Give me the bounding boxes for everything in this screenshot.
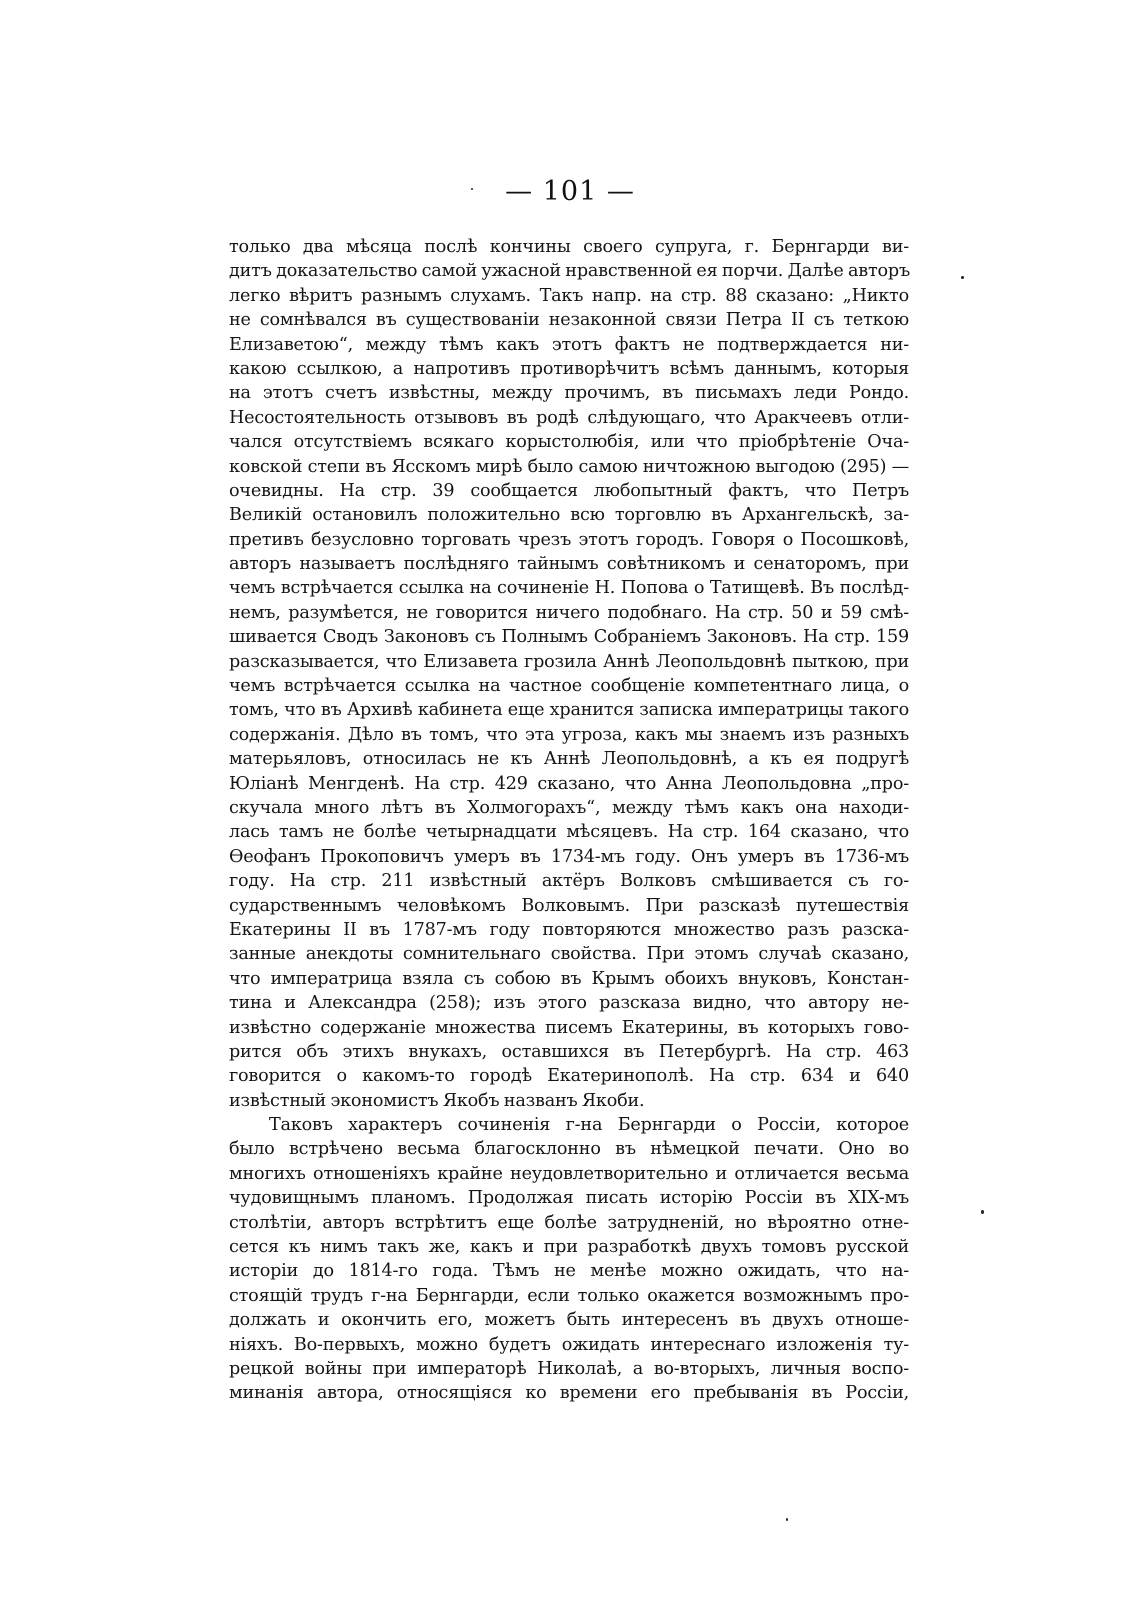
text-line: дитъ доказательство самой ужасной нравственной ея порчи. Далѣе авторъ (229, 261, 910, 282)
paragraph-end-line: извѣстный экономистъ Якобъ названъ Якоби. (229, 1090, 645, 1111)
text-line: что императрица взяла съ собою въ Крымъ обоихъ внуковъ, Констан- (229, 968, 909, 989)
text-line: Елизаветою“, между тѣмъ какъ этотъ фактъ не подтверждается ни- (229, 334, 909, 355)
text-line: занные анекдоты сомнительнаго свойства. При этомъ случаѣ сказано, (229, 944, 909, 965)
text-line: году. На стр. 211 извѣстный актёръ Волковъ смѣшивается съ го- (229, 871, 909, 892)
text-line: исторіи до 1814-го года. Тѣмъ не менѣе можно ожидать, что на- (229, 1261, 909, 1282)
text-line: Екатерины II въ 1787-мъ году повторяются множество разъ разска- (229, 919, 909, 940)
body-text (229, 235, 909, 1406)
text-line: ніяхъ. Во-первыхъ, можно будетъ ожидать интереснаго изложенія ту- (229, 1334, 909, 1355)
text-line: Ѳеофанъ Прокоповичъ умеръ въ 1734-мъ году. Онъ умеръ въ 1736-мъ (229, 846, 909, 867)
text-line: только два мѣсяца послѣ кончины своего супруга, г. Бернгарди ви- (229, 237, 909, 257)
text-line: минанія автора, относящіяся ко времени его пребыванія въ Россіи, (229, 1383, 909, 1404)
text-line: матерьяловъ, относилась не къ Аннѣ Леопольдовнѣ, а къ ея подругѣ (229, 749, 909, 770)
text-line: чудовищнымъ планомъ. Продолжая писать исторію Россіи въ XIX-мъ (229, 1188, 909, 1209)
text-line: было встрѣчено весьма благосклонно въ нѣмецкой печати. Оно во (229, 1139, 909, 1160)
text-line: должать и окончить его, можетъ быть интересенъ въ двухъ отноше- (229, 1310, 909, 1331)
text-line: лась тамъ не болѣе четырнадцати мѣсяцевъ. На стр. 164 сказано, что (229, 822, 909, 843)
text-line: извѣстно содержаніе множества писемъ Екатерины, въ которыхъ гово- (229, 1017, 909, 1038)
text-line: немъ, разумѣется, не говорится ничего подобнаго. На стр. 50 и 59 смѣ- (229, 602, 909, 623)
scan-speck (786, 1518, 788, 1521)
text-line: легко вѣритъ разнымъ слухамъ. Такъ напр. на стр. 88 сказано: „Никто (229, 285, 909, 306)
text-line: Великій остановилъ положительно всю торговлю въ Архангельскѣ, за- (229, 505, 909, 526)
text-line: Юліанѣ Менгденѣ. На стр. 429 сказано, что Анна Леопольдовна „про- (229, 773, 909, 794)
text-line: скучала много лѣтъ въ Холмогорахъ“, между тѣмъ какъ она находи- (229, 797, 909, 818)
text-line: многихъ отношеніяхъ крайне неудовлетворительно и отличается весьма (229, 1163, 909, 1184)
text-line: говорится о какомъ-то городѣ Екатеринополѣ. На стр. 634 и 640 (229, 1066, 909, 1087)
text-line: разсказывается, что Елизавета грозила Аннѣ Леопольдовнѣ пыткою, при (229, 651, 909, 672)
text-line: на этотъ счетъ извѣстны, между прочимъ, въ письмахъ леди Рондо. (229, 383, 909, 404)
scan-speck (981, 1210, 984, 1214)
text-line: чемъ встрѣчается ссылка на частное сообщеніе компетентнаго лица, о (229, 676, 909, 697)
text-line: чемъ встрѣчается ссылка на сочиненіе Н. Попова о Татищевѣ. Въ послѣд- (229, 578, 909, 599)
text-line: рецкой войны при императорѣ Николаѣ, а во-вторыхъ, личныя воспо- (229, 1358, 909, 1379)
text-line: авторъ называетъ послѣдняго тайнымъ совѣтникомъ и сенаторомъ, при (229, 554, 909, 575)
text-line: томъ, что въ Архивѣ кабинета еще хранится записка императрицы такого (229, 700, 909, 721)
scan-speck (471, 188, 473, 190)
text-line: тина и Александра (258); изъ этого разсказа видно, что автору не- (229, 993, 909, 1014)
text-line: столѣтіи, авторъ встрѣтитъ еще болѣе затрудненій, но вѣроятно отне- (229, 1212, 909, 1233)
paragraph-start-line: Таковъ характеръ сочиненія г-на Бернгарди о Россіи, которое (269, 1115, 909, 1136)
text-line: ковской степи въ Ясскомъ мирѣ было самою ничтожною выгодою (295) — (229, 456, 909, 477)
text-line: содержанія. Дѣло въ томъ, что эта угроза, какъ мы знаемъ изъ разныхъ (229, 724, 909, 745)
text-line: очевидны. На стр. 39 сообщается любопытный фактъ, что Петръ (229, 480, 909, 501)
text-line: стоящій трудъ г-на Бернгарди, если только окажется возможнымъ про- (229, 1285, 909, 1306)
text-line: чался отсутствіемъ всякаго корыстолюбія, или что пріобрѣтеніе Оча- (229, 432, 909, 453)
text-line: шивается Сводъ Законовъ съ Полнымъ Собраніемъ Законовъ. На стр. 159 (229, 627, 909, 648)
text-line: сется къ нимъ такъ же, какъ и при разработкѣ двухъ томовъ русской (229, 1237, 909, 1258)
text-line: рится объ этихъ внукахъ, оставшихся въ Петербургѣ. На стр. 463 (229, 1041, 909, 1062)
text-line: не сомнѣвался въ существованіи незаконной связи Петра II съ теткою (229, 310, 909, 331)
text-line: Несостоятельность отзывовъ въ родѣ слѣдующаго, что Аракчеевъ отли- (229, 407, 909, 428)
scan-speck (961, 276, 964, 279)
text-line: претивъ безусловно торговать чрезъ этотъ городъ. Говоря о Посошковѣ, (229, 529, 909, 550)
page-number: — 101 — (505, 176, 635, 207)
text-line: какою ссылкою, а напротивъ противорѣчитъ всѣмъ даннымъ, которыя (229, 358, 909, 379)
text-line: сударственнымъ человѣкомъ Волковымъ. При разсказѣ путешествія (229, 895, 909, 916)
